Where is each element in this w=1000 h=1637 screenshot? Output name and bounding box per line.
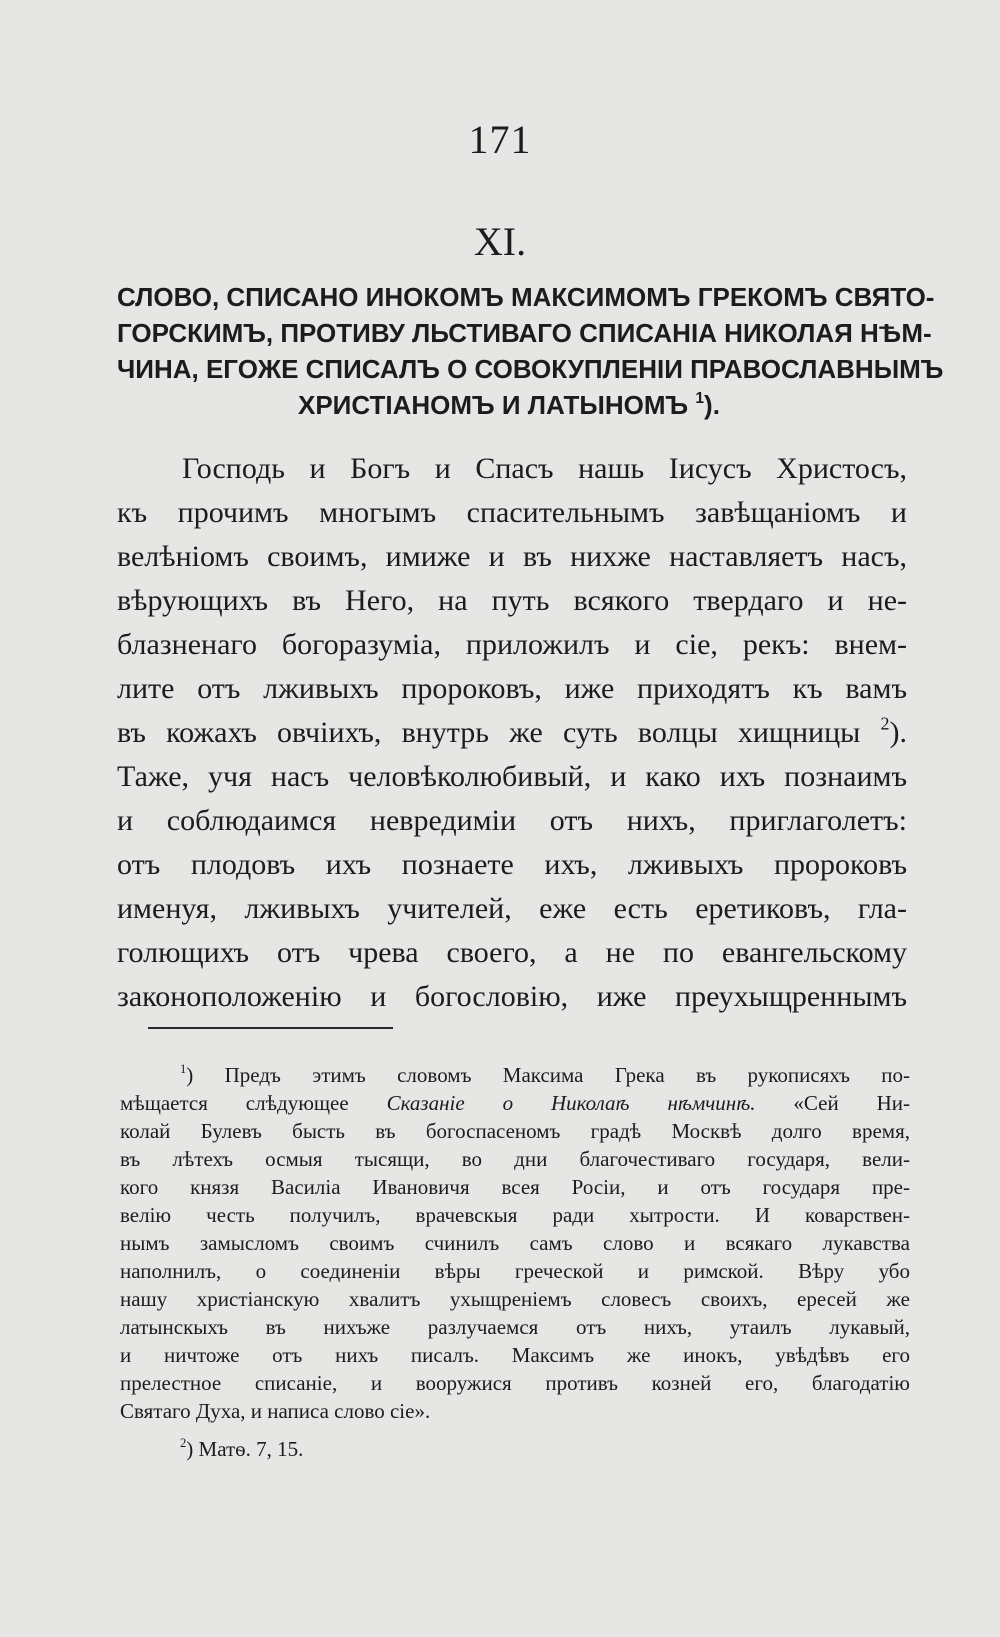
body-line: и соблюдаимся невредимiи отъ нихъ, приглаголетъ: [117,804,907,837]
body-line-closing: ). [889,716,908,749]
footnote-1-line: и ничтоже отъ нихъ писалъ. Максимъ же инокъ, увѣдѣвъ его [120,1343,910,1367]
chapter-number: XI. [473,219,527,264]
footnote-1-line: кого князя Василіа Ивановичя всея Росіи, и отъ государя пре- [120,1175,910,1199]
footnote-1-line: наполнилъ, о соединеніи вѣры греческой и римской. Вѣру убо [120,1259,910,1283]
footnote-1-line: прелестное списаніе, и вооружися противъ козней его, благодатію [120,1371,910,1395]
footnote-1-line: латынскыхъ въ нихъже разлучаемся отъ нихъ, утаилъ лукавый, [120,1315,910,1339]
footnote-2-line [180,1435,380,1463]
footnote-1-line: Святаго Духа, и написа слово сіе». [120,1399,431,1423]
body-line: Господь и Богъ и Спасъ нашь Іисусъ Христосъ, [182,452,907,485]
body-line: отъ плодовъ ихъ познаете ихъ, лживыхъ пророковъ [117,848,907,881]
footnote-1-line [180,1061,910,1089]
heading-closing: ). [704,390,720,420]
body-line: голющихъ отъ чрева своего, а не по евангельскому [117,936,907,969]
footnote-1-text: ) Предъ этимъ словомъ Максима Грека въ рукописяхъ по- [186,1063,910,1087]
body-line: законоположенію и богословію, иже преухыщреннымъ [117,980,907,1013]
body-line: къ прочимъ многымъ спасительнымъ завѣщаніомъ и [117,496,907,529]
body-line: вѣрующихъ въ Него, на путь всякого твердаго и не- [117,584,907,617]
body-line: Таже, учя насъ человѣколюбивый, и како ихъ познаимъ [117,760,907,793]
footnote-1-line [120,1089,910,1117]
footnote-1-line: колай Булевъ бысть въ богоспасеномъ градѣ Москвѣ долго время, [120,1119,910,1143]
footnote-2-marker: 2 [180,1436,187,1451]
footnote-1-text: мѣщается слѣдующее [120,1091,349,1115]
footnote-1-line: въ лѣтехъ осмыя тысящи, во дни благочестиваго государя, вели- [120,1147,910,1171]
page-number: 171 [468,117,532,162]
heading-text: ХРИСТІАНОМЪ И ЛАТЫНОМЪ [298,390,689,420]
footnote-1-text: «Сей Ни- [793,1091,911,1115]
footnote-divider [148,1027,393,1029]
heading-line: СЛОВО, СПИСАНО ИНОКОМЪ МАКСИМОМЪ ГРЕКОМЪ СВЯТО- [117,282,935,312]
body-line [117,711,907,755]
footnote-ref-2: 2 [880,713,890,734]
body-line: блазненаго богоразуміа, приложилъ и сіе, рекъ: внем- [117,628,907,661]
heading-line [298,389,718,421]
footnote-1-line: нымъ замысломъ своимъ счинилъ самъ слово и всякаго лукавства [120,1231,910,1255]
footnote-1-marker: 1 [180,1062,187,1077]
body-line-text: въ кожахъ овчіихъ, внутрь же суть волцы хищницы [117,716,861,749]
footnote-ref-1: 1 [695,390,705,408]
body-line: именуя, лживыхъ учителей, еже есть еретиковъ, гла- [117,892,907,925]
body-line: лите отъ лживыхъ пророковъ, иже приходятъ къ вамъ [117,672,907,705]
footnote-2-text: ) Матѳ. 7, 15. [186,1437,304,1461]
footnote-1-line: велію честь получилъ, врачевскыя ради хытрости. И коварствен- [120,1203,910,1227]
heading-line: ГОРСКИМЪ, ПРОТИВУ ЛЬСТИВАГО СПИСАНІА НИКОЛАЯ НѢМ- [117,318,932,348]
heading-line: ЧИНА, ЕГОЖЕ СПИСАЛЪ О СОВОКУПЛЕНІИ ПРАВОСЛАВНЫМЪ [117,354,944,384]
footnote-1-line: нашу христіанскую хвалитъ ухыщреніемъ словесъ своихъ, ересей же [120,1287,910,1311]
body-line: велѣніомъ своимъ, имиже и въ нихже наставляетъ насъ, [117,540,907,573]
footnote-1-title: Сказаніе о Николаѣ нѣмчинѣ. [386,1091,756,1115]
